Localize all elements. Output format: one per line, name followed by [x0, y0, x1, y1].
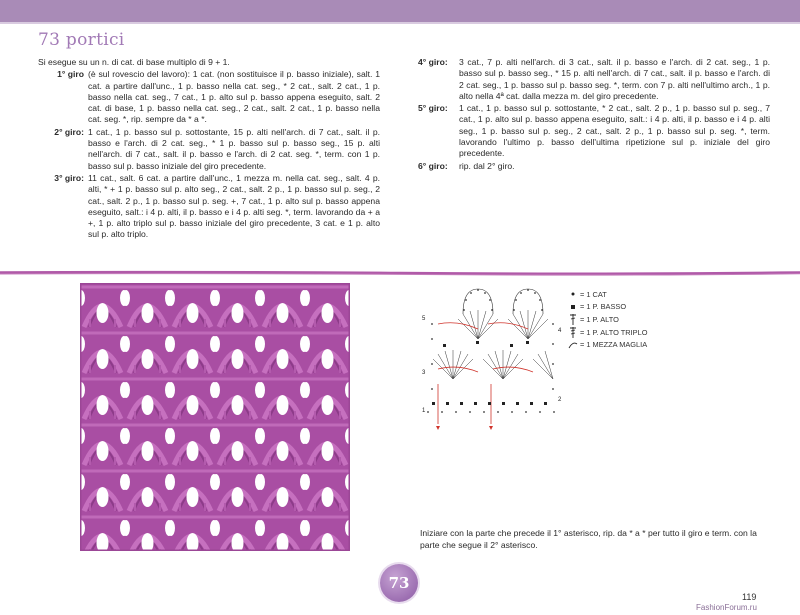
- round-3: [38, 173, 380, 241]
- legend-label: = 1 P. ALTO: [580, 314, 619, 324]
- legend-item: [566, 313, 647, 326]
- chart-row-label: 2: [558, 397, 562, 403]
- legend-item: [566, 288, 647, 301]
- round-label: 4° giro:: [418, 57, 448, 67]
- pattern-number-badge: 73: [380, 564, 418, 602]
- page-number: 119: [742, 592, 757, 602]
- legend-label: = 1 P. ALTO TRIPLO: [580, 327, 648, 337]
- legend-label: = 1 P. BASSO: [580, 302, 627, 312]
- slip-stitch-arc-icon: [566, 341, 580, 349]
- round-label: 2° giro:: [54, 126, 84, 137]
- triple-crochet-icon: [566, 327, 580, 338]
- double-crochet-icon: [566, 314, 580, 325]
- round-text: 1 cat., 1 p. basso sul p. sottostante, 15 p. alti nell'arch. di 7 cat., salt. il p. basso e l'arch. di 2 cat. seg., * 1 p. basso sul p. basso seg., 15 p. alti nell'arch. di 7 cat., salt. il p. basso e l'arch. di 2 cat. seg. *, term. con 1 p. basso sul p. basso iniziale del giro precedente.: [88, 126, 380, 171]
- round-text: rip. dal 2° giro.: [459, 160, 515, 171]
- instructions-left-column: [38, 57, 380, 242]
- watermark: FashionForum.ru: [696, 603, 757, 612]
- round-6: [418, 161, 770, 172]
- header-band: [0, 0, 800, 22]
- round-label: 6° giro:: [418, 160, 448, 171]
- round-text: (è sul rovescio del lavoro): 1 cat. (non sostituisce il p. basso iniziale), salt. 1 cat. a partire dall'unc., 1 p. basso nella cat. seg., * 2 cat., salt. 2 cat., 1 p. basso nella cat. seg., 7 cat., 1 p. alto sul p. basso appena eseguito, salt. 2 cat. di base, 1 p. basso nella cat. seg., 2 cat., salt. 2 cat., 1 p. basso nella cat. seg. *, rip. sempre da * a *.: [88, 69, 380, 125]
- chart-row-label: 1: [422, 408, 426, 414]
- round-1: [38, 69, 380, 125]
- legend-item: [566, 326, 647, 339]
- round-text: 3 cat., 7 p. alti nell'arch. di 3 cat., salt. il p. basso e l'arch. di 2 cat. seg., 1 p. basso sul p. basso seg., * 15 p. alti nell'arch. di 7 cat., salt. il p. basso e l'arch. di 2 cat. seg., 1 p. basso sul p. basso seg. *, term. con 7 p. alti nell'ultimo arch., 1 p. alto nella 4ª cat. dalla mezza m. del giro precedente.: [459, 57, 770, 101]
- chart-row-label: 5: [422, 316, 426, 322]
- instructions-right-column: [418, 57, 770, 173]
- round-2: [38, 127, 380, 172]
- legend-label: = 1 CAT: [580, 289, 607, 299]
- chart-note: Iniziare con la parte che precede il 1° asterisco, rip. da * a * per tutto il giro e term. con la parte che segue il 2° asterisco.: [420, 528, 757, 550]
- chart-legend: [566, 288, 647, 351]
- chain-dot-icon: [566, 291, 580, 297]
- yarn-strand: [0, 270, 800, 276]
- round-label: 1° giro: [57, 69, 84, 80]
- round-5: [418, 103, 770, 159]
- intro-text: Si esegue su un n. di cat. di base multiplo di 9 + 1.: [38, 57, 230, 67]
- round-label: 3° giro:: [54, 172, 84, 183]
- chart-row-label: 4: [558, 328, 562, 334]
- legend-label: = 1 MEZZA MAGLIA: [580, 340, 648, 350]
- legend-item: [566, 338, 647, 351]
- chart-row-label: 3: [422, 370, 426, 376]
- round-4: [418, 57, 770, 102]
- crochet-swatch-photo: [80, 283, 350, 551]
- single-crochet-square-icon: [566, 304, 580, 310]
- round-text: 11 cat., salt. 6 cat. a partire dall'unc., 1 mezza m. nella cat. seg., salt. 4 p. alti, * + 1 p. basso sul p. alto seg., 2 cat., salt. 2 p., 1 p. basso sul p. seg., 2 cat., salt. 2 p., 1 p. basso sul p. seg. +, 7 cat., 1 p. alto sul p. basso appena eseguito, salt.: i 4 p. alti, il p. basso e i 4 p. alti seg. *, term. lavorando da + a +, 1 p. alto triplo sul p. basso iniziale del giro precedente, 3 cat. e 1 p. alto sul p. alto triplo.: [88, 172, 380, 240]
- crochet-chart-diagram: [418, 284, 568, 434]
- pattern-title: 73 portici: [38, 30, 125, 50]
- round-label: 5° giro:: [418, 103, 448, 114]
- legend-item: [566, 301, 647, 314]
- header-divider: [0, 22, 800, 24]
- round-text: 1 cat., 1 p. basso sul p. sottostante, * 2 cat., salt. 2 p., 1 p. basso sul p. seg., 7 cat., 1 p. alto sul p. basso appena eseguito, salt.: i 4 p. alti, il p. basso e i 4 p. alti seg., 1 p. basso sul p. seg., 2 cat., salt. 2 p., 1 p. basso sul p. seg. *, term. lavorando l'ultimo p. basso dell'ultima ripetizione sul p. iniziale del giro precedente.: [459, 103, 770, 159]
